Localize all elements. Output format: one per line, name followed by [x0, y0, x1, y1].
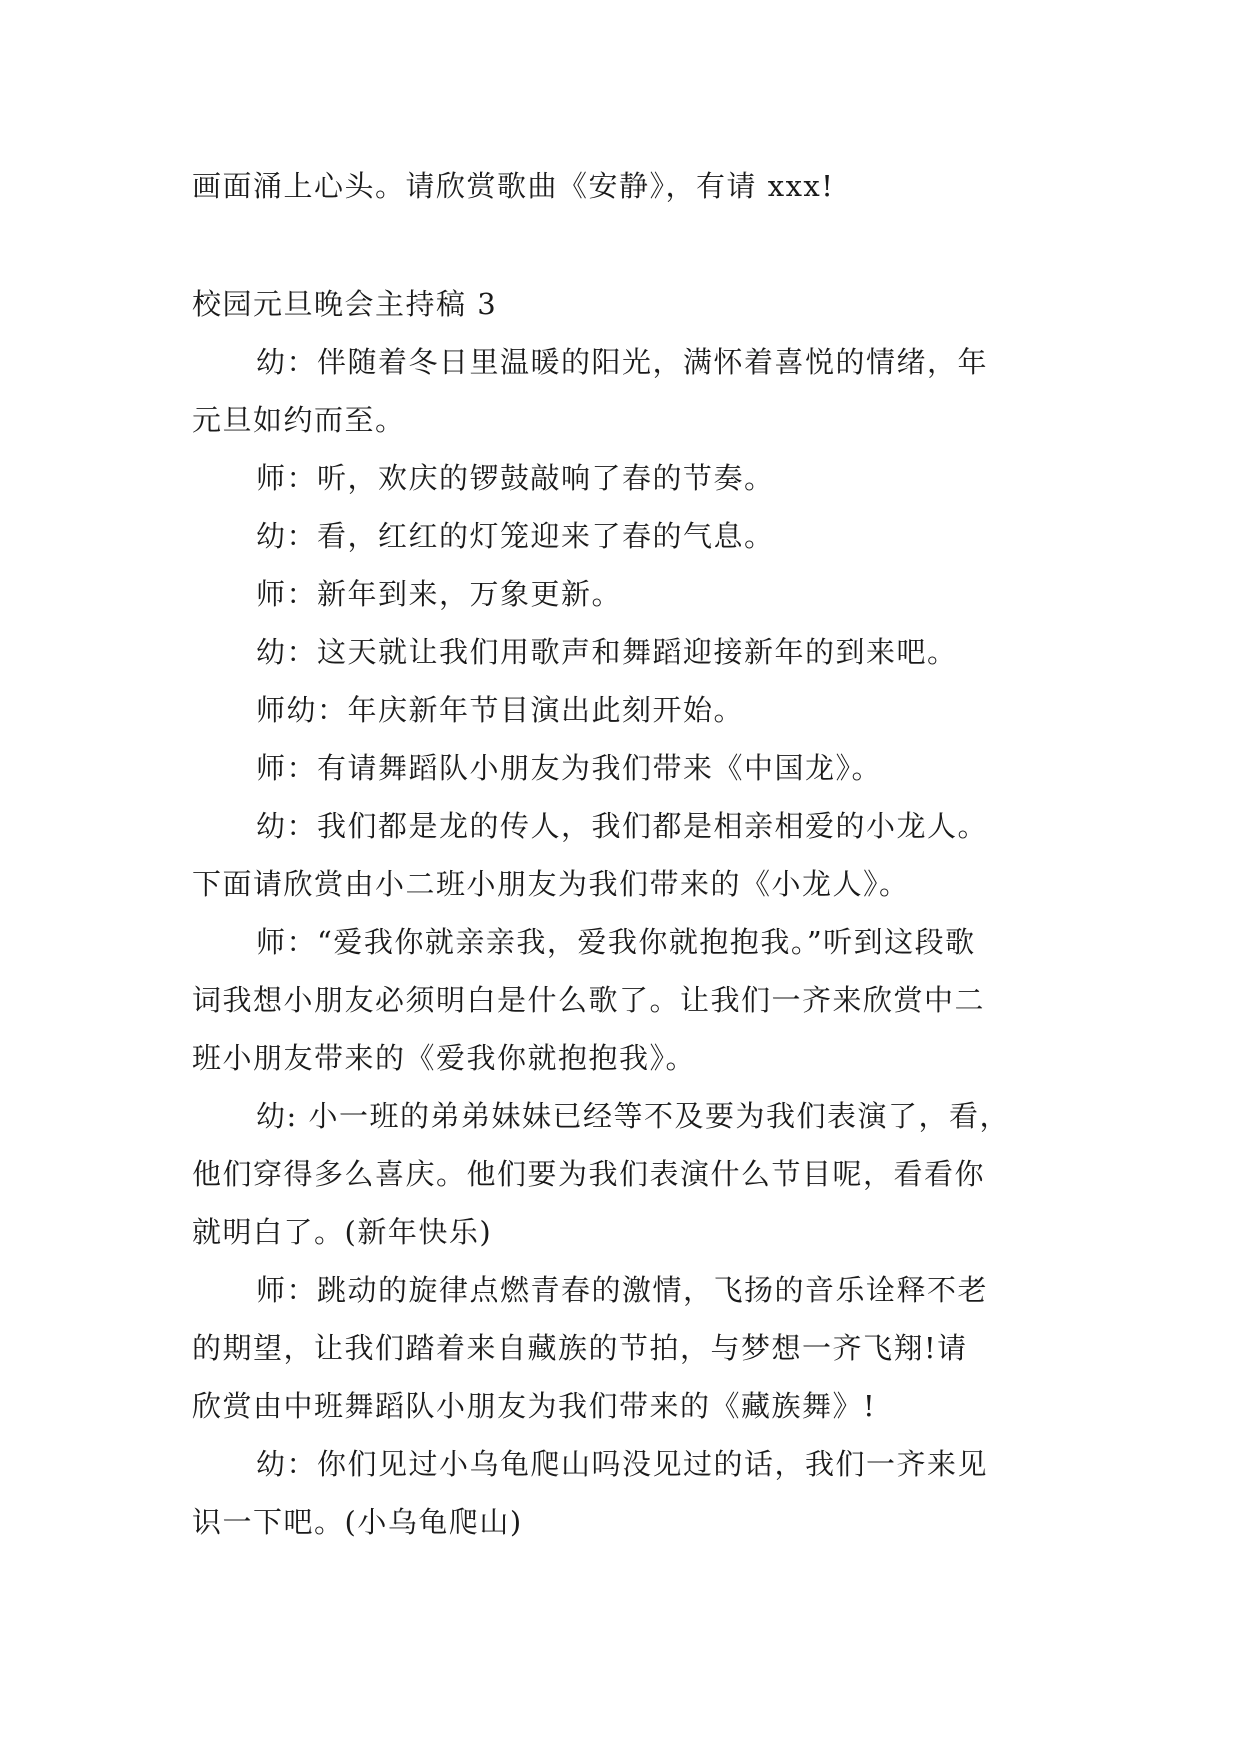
- text-line: 识一下吧。(小乌龟爬山): [192, 1505, 523, 1539]
- text-line: 元旦如约而至。: [192, 403, 406, 437]
- text-line: 下面请欣赏由小二班小朋友为我们带来的《小龙人》。: [192, 867, 910, 901]
- text-line: 班小朋友带来的《爱我你就抱抱我》。: [192, 1041, 697, 1075]
- text-line: 幼：这天就让我们用歌声和舞蹈迎接新年的到来吧。: [256, 635, 958, 669]
- text-line: 师幼：年庆新年节目演出此刻开始。: [256, 693, 745, 727]
- text-line: 幼：看，红红的灯笼迎来了春的气息。: [256, 519, 775, 553]
- text-line: 画面涌上心头。请欣赏歌曲《安静》，有请 xxx!: [192, 169, 835, 203]
- text-line: 就明白了。(新年快乐): [192, 1215, 493, 1249]
- text-line: 的期望，让我们踏着来自藏族的节拍，与梦想一齐飞翔!请: [192, 1331, 968, 1365]
- text-line: 欣赏由中班舞蹈队小朋友为我们带来的《藏族舞》!: [192, 1389, 877, 1423]
- text-line: 他们穿得多么喜庆。他们要为我们表演什么节目呢，看看你: [192, 1157, 986, 1191]
- text-line: 幼：伴随着冬日里温暖的阳光，满怀着喜悦的情绪，年: [256, 345, 989, 379]
- text-line: 师：新年到来，万象更新。: [256, 577, 623, 611]
- text-line: 师：听，欢庆的锣鼓敲响了春的节奏。: [256, 461, 775, 495]
- text-line: 幼：你们见过小乌龟爬山吗没见过的话，我们一齐来见: [256, 1447, 989, 1481]
- text-line: 词我想小朋友必须明白是什么歌了。让我们一齐来欣赏中二: [192, 983, 986, 1017]
- text-line: 幼：我们都是龙的传人，我们都是相亲相爱的小龙人。: [256, 809, 989, 843]
- text-line: 师：有请舞蹈队小朋友为我们带来《中国龙》。: [256, 751, 883, 785]
- text-line: 幼: 小一班的弟弟妹妹已经等不及要为我们表演了，看，: [256, 1099, 1010, 1133]
- text-line: 师：跳动的旋律点燃青春的激情，飞扬的音乐诠释不老: [256, 1273, 989, 1307]
- text-line: 师：“爱我你就亲亲我，爱我你就抱抱我。”听到这段歌: [256, 925, 976, 959]
- section-heading: 校园元旦晚会主持稿 3: [192, 287, 498, 321]
